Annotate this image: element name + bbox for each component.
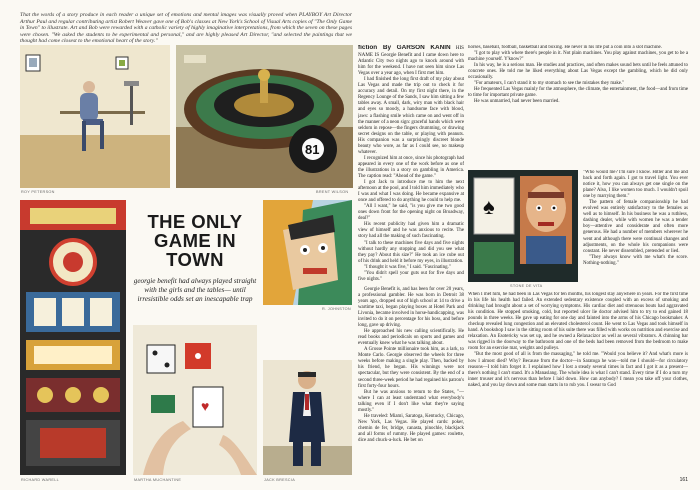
- svg-text:81: 81: [305, 142, 320, 157]
- paragraph: In his way, he is a serious man. He studies and practices, and often makes sound bets until he feels attuned to concrete ones. He told me he liked everything about Las Vegas except the gambling, which he did only occasionally.: [468, 63, 688, 81]
- illustration-card-player: [468, 170, 578, 282]
- paragraph: "I got to play with where there's people in it. Not plain machines. You play against machines, you get to be a machine yourself. Y'know?": [468, 51, 688, 63]
- paragraph: "They always know with me what's the score. Nothing-nothing.": [583, 254, 688, 266]
- paragraph: I had finished the long first draft of my play about Las Vegas and made the trip out to check it for accuracy and detail. On my first night there, in the Regency Lounge of the Sands, I saw him sitting a few tables away. A small, dark, wiry man with black hair and eyes so moody, a handsome face with blood, jaws: a flashing smile which came on and went off in the manner of a neon sign: graceful hands which were seldom in repose—the fingers drumming, or drawing secret designs on the table, or playing with peanuts. His companion was a surprisingly discreet blonde beauty who wore, as far as I could see, no makeup whatever.: [358, 77, 464, 155]
- article-dek: georgie benefit had always played straight with the girls and the tables— until irresistible odds set an inescapable trap: [133, 277, 257, 303]
- paragraph: Georgie Benefit is, and has been for over 20 years, a professional gambler. He was born in Detroit 38 years ago, dropped out of high school at 14 to drive a wartime taxi, began playing boxes at Hotel Park and Livonia, became involved in horse-handicapping, was invited to do it on percentage for his boss, and before long, gave up driving.: [358, 286, 464, 329]
- article-title: THE ONLY GAME IN TOWN: [147, 211, 243, 270]
- paragraph: But he was anxious to return to the States, "—where I can at least understand what everybody's talking even if I don't like what they're saying mostly.": [358, 389, 464, 413]
- caption-6: MARTHA MUCHANTINE: [134, 478, 182, 482]
- caption-1: ROY PETERSON: [21, 190, 55, 194]
- caption-4: STONE DE VITA: [510, 284, 543, 288]
- paragraph: I got Jack to introduce me to him the next afternoon at the pool, and I told him immediately who I was and what I was doing. He became expansive at once and offered to do anything he could to help me.: [358, 180, 464, 204]
- paragraph: He was unmarried, had never been married.: [474, 99, 560, 105]
- paragraph: He frequented Las Vegas mainly for the atmosphere, the climate, the entertainment, the food—and from time to time for important private game.: [468, 87, 688, 99]
- paragraph: He approached his new calling scientifically. He read books and periodicals on sports and games and eventually knew what he was talking about.: [358, 329, 464, 347]
- intro-paragraph: That the words of a story produce in each reader a unique set of emotions and mental images was visually proved when PLAYBOY Art Director Arthur Paul and regular contributing artist Robert Weaver gave one of Bob's classes at New York's School of Visual Arts copies of "The Only Game in Town" to illustrate. Art and Bob were rewarded with a catholic variety of highly imaginative interpretations, from which the seven on these pages were chosen. "We asked the students to be experimental and personal," and are highly pleased Art Director, "and selected the paintings that we thought had come closest to the emotional heart of the story.": [20, 12, 352, 45]
- article-column-3-lower: [468, 292, 688, 474]
- illustration-man-in-suit: [263, 360, 352, 475]
- caption-7: JACK BRESCIA: [264, 478, 296, 482]
- paragraph: "But the most good of all is from the massaging," he told me. "Would you believe it? And what's more is how I almost died? Why? Because from the doctor—in Saratoga he was—told me I should—for circulatory reasons—I told him forget it. I explained how I lost a steady several times in fact and I got it as a present—there's nothing I can't stand. It's a Manaslang. The whole idea is what I can't stand. Every time if I do a turn my inner trouser and it's nervous than before I laid down. How can anybody? I mean you take off your clothes, naked, and you lay down and some man starts in to rub you. I swear to God: [468, 352, 688, 388]
- illustration-seated-man: [20, 45, 170, 188]
- paragraph: His recent publicity had given him a dramatic view of himself and he was anxious to recite. The story had all the making of such fascinating.: [358, 222, 464, 240]
- paragraph: He traveled: Miami, Saratoga, Kentucky, Chicago, New York, Las Vegas. He played cards: poker, chemin de fer, bridge, canasta, pinochle, blackjack and all forms of rummy. He played games: roulette, dice and chuck-a-luck. He bet on: [358, 413, 464, 443]
- caption-5: RICHARD WARELL: [21, 478, 60, 482]
- title-block: [133, 200, 257, 321]
- paragraph: "All I want," he said, "is you give me two good ones down front for the opening night on Broadway, deal?": [358, 204, 464, 222]
- lead-word: HIS NAME IS: [358, 45, 464, 59]
- svg-text:♠: ♠: [483, 194, 495, 219]
- article-column-3: [468, 45, 688, 170]
- svg-text:♥: ♥: [201, 400, 210, 415]
- paragraph: A Grosse Pointe millionaire took him, as a lark, to Monte Carlo. Georgie observed the wheels for three weeks before making a single play. Then, backed by his friend, he began. His winnings were not spectacular, but they were consistent. By the end of a second three-week period he had regained his patron's first forty-four hours.: [358, 347, 464, 389]
- paragraph: "Who would me? I'm sure I know. Hitler and me and back and forth again. I got to travel light. You ever notice it, how you can always get one single on the plane? Also, I like women too much. I wouldn't spoil one by marrying them.": [583, 170, 688, 200]
- paragraph: "I talk to these machines five days and five nights without hardly any stopping and did you see what they pay? About this size?" He took an ice cube out of his drink and held it before my eyes, in illustration.: [358, 240, 464, 264]
- paragraph: The pattern of female companionship he had evolved was entirely satisfactory to the females as well as to himself. In his business he was a ruthless, dashing dealer, while with women he was a tender boy—attentive and considerate and often more generous. He had a number of members wherever he went and although there were continual changes and adjustments, on the whole his companions were constant. He never dissembled, pretended or lied.: [583, 200, 688, 254]
- illustration-slot-machine: [20, 200, 126, 475]
- paragraph: I recognized him at once, since his photograph had appeared in every one of the work before as one of the illustrations in a story on gambling in America. The caption read: "Ahead of the game.": [358, 155, 464, 179]
- byline: fiction By GARSON KANIN: [358, 45, 451, 51]
- paragraph: "You didn't spell your guts out for five days and five nights.": [358, 270, 464, 282]
- paragraph: When I met him, he had been in Las Vegas for ten months, his longest stay anywhere in years. For the first time in his life his health had failed. An extended sedentary existence coupled with an excess of smoking and drinking had brought about a set of worrying symptoms. His cardiac diet and strenuous bouts had aggravated his condition. He stopped smoking, cold, but reported ulcer lie doctor advised him to try to end gained 18 pounds in three weeks. He gave up eating for one day and fainted into the arms of his Chicago bookmaker. A checkup revealed lung congestion and an elevated cholesterol count. He went to Las Vegas and took himself in hand. A bookshop I saw in the sitting room of his suite there was filled with works on nutrition and exercise and relaxation. An Esotericky was set up, and he owned a Relaxacizor as well as several vibrators. A chinning bar was rigged in the doorway to the bathroom and one of the beds had been removed from the bedroom to make room for an exercise mat, weights and pulleys.: [468, 292, 688, 352]
- illustration-cubist-face: [263, 200, 352, 305]
- paragraph: "I thought it was five," I said. "Fascinating.": [364, 264, 451, 270]
- paragraph: "For amateurs, I can't stand it to my stomach to see the mistakes they make.": [474, 81, 625, 87]
- page-number: 161: [679, 477, 688, 483]
- illustration-dice-hands: [133, 325, 257, 475]
- illustration-roulette: [176, 45, 353, 188]
- article-column-3-narrow: [583, 170, 688, 290]
- paragraph: horses, baseball, football, basketball and boxing. He never in his life put a coin into a slot machine.: [468, 45, 662, 50]
- caption-3: R. JOHNSTON: [322, 307, 351, 311]
- caption-2: BRENT WILSON: [316, 190, 349, 194]
- article-column-1: fiction By GARSON KANIN HIS NAME IS Georgie Benefit and I came down here to Atlantic City two nights ago to knock around with him for the weekend. I have not seen him since Las Vegas over a year ago, when I first met him. I had finished the long first draft of my play about Las Vegas and made the trip out to check it for accuracy and detail. On my first night there, in the Regency Lounge of the Sands, I saw him sitting a few tables away. A small, dark, wiry man with black hair and eyes so moody, a handsome face with blood, jaws: a flashing smile which came on and went off in the manner of a neon sign: graceful hands which were seldom in repose—the fingers drumming, or drawing secret designs on the table, or playing with peanuts. His companion was a surprisingly discreet blonde beauty who wore, as far as I could see, no makeup whatever. I recognized him at once, since his photograph had appeared in every one of the work before as one of the illustrations in a story on gambling in America. The caption read: "Ahead of the game." I got Jack to introduce me to him the next afternoon at the pool, and I told him immediately who I was and what I was doing. He became expansive at once and offered to do anything he could to help me. "All I want," he said, "is you give me two good ones down front for the opening night on Broadway, deal?" His recent publicity had given him a dramatic view of himself and he was anxious to recite. The story had all the making of such fascinating. "I talk to these machines five days and five nights without hardly any stopping and did you see what they pay? About this size?" He took an ice cube out of his drink and held it before my eyes, in illustration. "I thought it was five," I said. "Fascinating." "You didn't spell your guts out for five days and five nights." Georgie Benefit is, and has been for over 20 years, a professional gambler. He was born in Detroit 38 years ago, dropped out of high school at 14 to drive a wartime taxi, began playing boxes at Hotel Park and Livonia, became involved in horse-handicapping, was invited to do it on percentage for his boss, and before long, gave up driving. He approached his new calling scientifically. He read books and periodicals on sports and games and eventually knew what he was talking about. A Grosse Pointe millionaire took him, as a lark, to Monte Carlo. Georgie observed the wheels for three weeks before making a single play. Then, backed by his friend, he began. His winnings were not spectacular, but they were consistent. By the end of a second three-week period he had regained his patron's first forty-four hours. But he was anxious to return to the States, "—where I can at least understand what everybody's talking even if I don't like what they're saying mostly." He traveled: Miami, Saratoga, Kentucky, Chicago, New York, Las Vegas. He played cards: poker, chemin de fer, bridge, canasta, pinochle, blackjack and all forms of rummy. He played games: roulette, dice and chuck-a-luck. He bet on: [358, 45, 464, 443]
